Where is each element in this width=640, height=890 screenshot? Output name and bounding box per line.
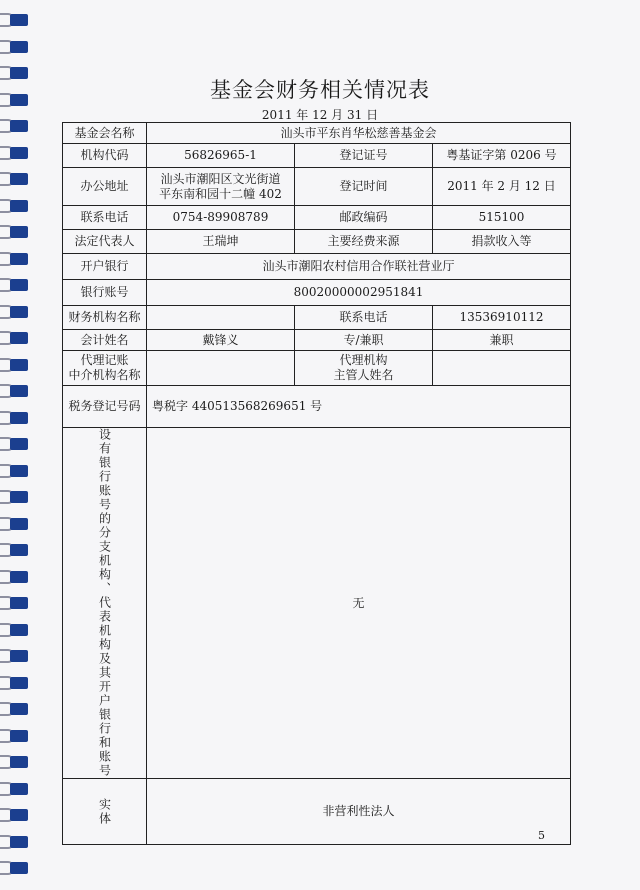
finance-org-value	[147, 306, 295, 330]
fulltime-value: 兼职	[433, 330, 571, 351]
cell-label: 联系电话	[63, 206, 147, 230]
binding-hole	[10, 41, 28, 53]
page-number: 5	[538, 829, 545, 842]
finance-info-table	[62, 122, 571, 845]
document-title: 基金会财务相关情况表	[210, 78, 430, 102]
table-row	[63, 351, 571, 386]
cell-label: 财务机构名称	[63, 306, 147, 330]
binding-hole	[10, 783, 28, 795]
binding-hole	[10, 544, 28, 556]
agent-head-label-line-1: 代理机构	[339, 353, 388, 367]
agent-head-label-line-2: 主管人姓名	[333, 368, 394, 382]
org-code-value: 56826965-1	[147, 144, 295, 168]
tax-no-value: 粤税字 440513568269651 号	[147, 386, 571, 428]
table-row	[63, 386, 571, 428]
table-row	[63, 306, 571, 330]
agent-label-line-2: 中介机构名称	[68, 368, 141, 382]
table-row	[63, 206, 571, 230]
binding-hole	[10, 438, 28, 450]
binding-hole	[10, 306, 28, 318]
binding-hole	[10, 730, 28, 742]
binding-hole	[10, 14, 28, 26]
address-line-2: 平东南和园十二幢 402	[159, 186, 282, 201]
binding-hole	[10, 862, 28, 874]
cell-label	[63, 351, 147, 386]
entity-label: 实体	[97, 797, 112, 826]
binding-hole	[10, 677, 28, 689]
binding-hole	[10, 385, 28, 397]
cell-label: 登记证号	[295, 144, 433, 168]
table-row	[63, 330, 571, 351]
binding-hole	[10, 200, 28, 212]
table-row	[63, 144, 571, 168]
table-row	[63, 230, 571, 254]
cell-label: 登记时间	[295, 168, 433, 206]
binding-hole	[10, 836, 28, 848]
cell-label: 银行账号	[63, 280, 147, 306]
cell-label: 会计姓名	[63, 330, 147, 351]
branches-label: 设有银行账号的分支机构、代表机构及其开户银行和账号	[97, 428, 112, 778]
cell-label: 邮政编码	[295, 206, 433, 230]
table-row	[63, 280, 571, 306]
document-date: 2011 年 12 月 31 日	[261, 108, 379, 122]
postcode-value: 515100	[433, 206, 571, 230]
legal-rep-value: 王瑞坤	[147, 230, 295, 254]
cell-label: 机构代码	[63, 144, 147, 168]
reg-time-value: 2011 年 2 月 12 日	[433, 168, 571, 206]
binding-hole	[10, 571, 28, 583]
spiral-binding	[0, 0, 28, 890]
cell-label: 主要经费来源	[295, 230, 433, 254]
cell-label: 税务登记号码	[63, 386, 147, 428]
agent-head-value	[433, 351, 571, 386]
cell-label	[63, 428, 147, 779]
bank-value: 汕头市潮阳农村信用合作联社营业厅	[147, 254, 571, 280]
binding-hole	[10, 253, 28, 265]
branches-value: 无	[147, 428, 571, 779]
cell-label	[295, 351, 433, 386]
binding-hole	[10, 412, 28, 424]
cell-label: 基金会名称	[63, 123, 147, 144]
binding-hole	[10, 756, 28, 768]
cell-label: 开户银行	[63, 254, 147, 280]
binding-hole	[10, 650, 28, 662]
address-line-1: 汕头市潮阳区文光街道	[160, 171, 281, 186]
cell-label: 办公地址	[63, 168, 147, 206]
table-row	[63, 428, 571, 779]
agent-value	[147, 351, 295, 386]
cell-label	[63, 779, 147, 845]
address-value	[147, 168, 295, 206]
binding-hole	[10, 465, 28, 477]
cell-label: 联系电话	[295, 306, 433, 330]
binding-hole	[10, 518, 28, 530]
table-row	[63, 254, 571, 280]
finance-phone-value: 13536910112	[433, 306, 571, 330]
table-row	[63, 123, 571, 144]
binding-hole	[10, 359, 28, 371]
binding-hole	[10, 332, 28, 344]
binding-hole	[10, 226, 28, 238]
cell-label: 法定代表人	[63, 230, 147, 254]
table-row	[63, 168, 571, 206]
entity-value: 非营利性法人	[147, 779, 571, 845]
funding-value: 捐款收入等	[433, 230, 571, 254]
binding-hole	[10, 624, 28, 636]
reg-no-value: 粤基证字第 0206 号	[433, 144, 571, 168]
binding-hole	[10, 703, 28, 715]
binding-hole	[10, 597, 28, 609]
agent-label-line-1: 代理记账	[80, 353, 129, 367]
account-value: 80020000002951841	[147, 280, 571, 306]
binding-hole	[10, 491, 28, 503]
phone-value: 0754-89908789	[147, 206, 295, 230]
accountant-value: 戴锋义	[147, 330, 295, 351]
table-row	[63, 779, 571, 845]
binding-hole	[10, 147, 28, 159]
binding-hole	[10, 173, 28, 185]
binding-hole	[10, 809, 28, 821]
binding-hole	[10, 279, 28, 291]
foundation-name-value: 汕头市平东肖华松慈善基金会	[147, 123, 571, 144]
cell-label: 专/兼职	[295, 330, 433, 351]
